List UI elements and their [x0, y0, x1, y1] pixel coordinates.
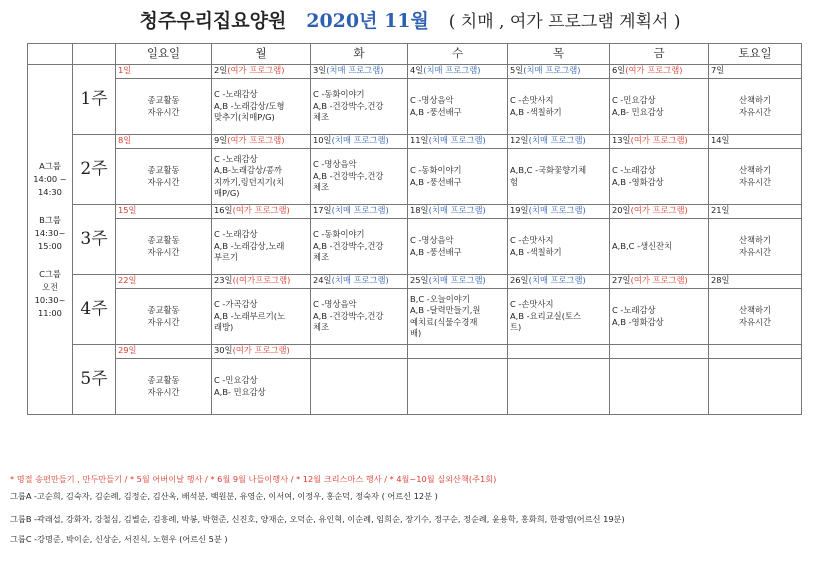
- program-line: 체조: [313, 112, 330, 123]
- program-line: 부르기: [214, 252, 239, 263]
- day-program-cell: [311, 289, 408, 345]
- day-date-cell: [508, 205, 610, 219]
- program-line: C -노래감상: [612, 305, 656, 315]
- day-date-cell: [311, 65, 408, 79]
- day-date-cell: [610, 65, 709, 79]
- day-date-cell: [408, 275, 508, 289]
- program-type: (여가 프로그램): [630, 135, 688, 145]
- group-time-text: 오전: [41, 281, 59, 292]
- saturday-date: 7일: [709, 65, 802, 79]
- week-date-row: [28, 345, 802, 359]
- program-line: C -명상음악: [313, 159, 357, 170]
- program-line: A,B,C -생신잔치: [612, 240, 673, 251]
- program-line: A,B- 민요감상: [214, 386, 266, 397]
- sunday-date: 15일: [116, 205, 212, 219]
- group-time-text: 14:30~: [34, 227, 66, 238]
- saturday-line: 자유시간: [738, 106, 772, 117]
- program-type: (치매 프로그램): [528, 135, 586, 145]
- saturday-line: 자유시간: [738, 246, 772, 257]
- day-program-cell: [212, 359, 311, 415]
- week-content-row: [28, 219, 802, 275]
- week-label: 2주: [73, 135, 116, 205]
- week-date-row: [28, 65, 802, 79]
- program-line: A,B- 민요감상: [612, 106, 664, 117]
- day-date-cell: [508, 275, 610, 289]
- day-program-cell: [610, 289, 709, 345]
- program-type: (여가 프로그램): [227, 135, 285, 145]
- day-number: 13일: [612, 135, 631, 145]
- program-line: A,B -노래부르기(노: [214, 310, 285, 321]
- sunday-date: 8일: [116, 135, 212, 149]
- program-line: C -동화이야기: [410, 165, 462, 175]
- saturday-date: 14일: [709, 135, 802, 149]
- day-number: 16일: [214, 205, 233, 215]
- sunday-activity: [116, 219, 212, 275]
- program-line: A,B -노래감상/도형: [214, 100, 285, 111]
- program-line: 지까기,링던지기(치: [214, 176, 284, 187]
- day-date-cell: [212, 275, 311, 289]
- day-program-cell: [212, 149, 311, 205]
- program-type: (치매 프로그램): [423, 65, 481, 75]
- sunday-line: 종교활동: [147, 305, 180, 315]
- day-date-cell: [408, 345, 508, 359]
- day-program-cell: [508, 289, 610, 345]
- group-time-column: [28, 65, 73, 415]
- saturday-date: 28일: [709, 275, 802, 289]
- program-line: C -민요감상: [612, 95, 656, 105]
- program-line: 래방): [214, 322, 234, 333]
- day-date-cell: [212, 205, 311, 219]
- day-date-cell: [408, 205, 508, 219]
- spacer: [30, 253, 70, 268]
- program-line: C -동화이야기: [313, 229, 365, 240]
- program-line: A,B -영화감상: [612, 316, 664, 327]
- day-date-cell: [311, 205, 408, 219]
- sunday-line: 자유시간: [147, 246, 180, 257]
- program-line: A,B -달력만들기,원: [410, 305, 481, 315]
- day-number: 5일: [510, 65, 524, 75]
- program-type: (여가 프로그램): [232, 345, 290, 355]
- header-blank-week: [73, 44, 116, 65]
- program-type: (치매 프로그램): [428, 135, 486, 145]
- program-type: (치매 프로그램): [331, 135, 389, 145]
- sunday-line: 자유시간: [147, 316, 180, 327]
- program-type: (치매 프로그램): [428, 205, 486, 215]
- day-date-cell: [508, 135, 610, 149]
- day-program-cell: [408, 219, 508, 275]
- day-date-cell: [212, 135, 311, 149]
- day-date-cell: [408, 65, 508, 79]
- day-number: 27일: [612, 275, 631, 285]
- program-line: C -민요감상: [214, 375, 258, 385]
- program-line: C -손맛사지: [510, 235, 554, 245]
- group-time-text: 11:00: [38, 307, 62, 318]
- sunday-line: 자유시간: [147, 176, 180, 187]
- program-line: C -손맛사지: [510, 95, 554, 105]
- day-program-cell: [508, 219, 610, 275]
- day-date-cell: [610, 275, 709, 289]
- week-label: 4주: [73, 275, 116, 345]
- day-number: 19일: [510, 205, 529, 215]
- day-program-cell: [311, 359, 408, 415]
- day-program-cell: [610, 79, 709, 135]
- sunday-activity: [116, 289, 212, 345]
- day-date-cell: [408, 135, 508, 149]
- week-content-row: [28, 359, 802, 415]
- title-period: 2020년 11월: [306, 10, 429, 32]
- sunday-line: 종교활동: [147, 375, 180, 385]
- header-day: 수: [408, 44, 508, 65]
- program-type: (치매 프로그램): [528, 205, 586, 215]
- week-content-row: [28, 149, 802, 205]
- program-line: C -손맛사지: [510, 299, 554, 310]
- week-label: 5주: [73, 345, 116, 415]
- program-line: C -명상음악: [410, 235, 454, 245]
- program-line: C -노래감상: [214, 89, 258, 100]
- saturday-activity: [709, 289, 802, 345]
- day-program-cell: [508, 149, 610, 205]
- sunday-line: 종교활동: [147, 95, 180, 105]
- sunday-line: 자유시간: [147, 106, 180, 117]
- day-date-cell: [610, 135, 709, 149]
- day-program-cell: [311, 79, 408, 135]
- program-line: A,B -색칠하기: [510, 246, 562, 257]
- program-type: ((여가프로그램): [232, 275, 291, 285]
- day-date-cell: [311, 275, 408, 289]
- sunday-date: 29일: [116, 345, 212, 359]
- saturday-activity: [709, 359, 802, 415]
- day-number: 30일: [214, 345, 233, 355]
- saturday-activity: [709, 79, 802, 135]
- program-line: A,B -영화감상: [612, 176, 664, 187]
- day-program-cell: [212, 79, 311, 135]
- program-line: A,B -색칠하기: [510, 106, 562, 117]
- sunday-activity: [116, 149, 212, 205]
- program-line: C -동화이야기: [313, 89, 365, 100]
- header-day: 화: [311, 44, 408, 65]
- day-program-cell: [311, 219, 408, 275]
- day-program-cell: [408, 79, 508, 135]
- day-date-cell: [508, 345, 610, 359]
- week-date-row: [28, 135, 802, 149]
- header-blank: [28, 44, 73, 65]
- day-number: 25일: [410, 275, 429, 285]
- group-time-text: 14:00 ~: [33, 173, 67, 184]
- day-program-cell: [311, 149, 408, 205]
- program-type: (치매 프로그램): [528, 275, 586, 285]
- week-label: 1주: [73, 65, 116, 135]
- day-date-cell: [212, 65, 311, 79]
- day-number: 11일: [410, 135, 429, 145]
- program-line: 트): [510, 322, 522, 333]
- day-number: 9일: [214, 135, 228, 145]
- sunday-line: 자유시간: [147, 386, 180, 397]
- program-line: A,B-노래감상/콩까: [214, 165, 282, 175]
- day-date-cell: [508, 65, 610, 79]
- saturday-activity: [709, 149, 802, 205]
- program-line: B,C -오늘이야기: [410, 293, 470, 304]
- week-date-row: [28, 205, 802, 219]
- program-line: A,B -풍선배구: [410, 246, 462, 257]
- program-line: 체조: [313, 252, 330, 263]
- day-number: 6일: [612, 65, 626, 75]
- day-program-cell: [212, 219, 311, 275]
- day-number: 3일: [313, 65, 327, 75]
- saturday-activity: [709, 219, 802, 275]
- group-a-note: 그룹A -고순희, 김숙자, 김순례, 김정순, 김산옥, 배석분, 백원분, 유영순, 이서여, 이정우, 홍순덕, 정숙자 ( 어르신 12분 ): [10, 491, 438, 501]
- day-number: 4일: [410, 65, 424, 75]
- day-program-cell: [408, 359, 508, 415]
- sunday-date: 22일: [116, 275, 212, 289]
- program-type: (치매 프로그램): [428, 275, 486, 285]
- program-line: A,B -건강박수,건강: [313, 240, 384, 251]
- program-line: A,B -풍선배구: [410, 176, 462, 187]
- program-line: C -명상음악: [410, 95, 454, 105]
- program-line: A,B -건강박수,건강: [313, 310, 384, 321]
- week-content-row: [28, 79, 802, 135]
- program-type: (여가 프로그램): [227, 65, 285, 75]
- day-number: 17일: [313, 205, 332, 215]
- program-line: C -명상음악: [313, 299, 357, 310]
- group-b-note: 그룹B -곽래섭, 강화자, 강철심, 김별순, 김흥례, 박봉, 박현준, 신진호, 양재순, 오덕순, 유인혁, 이순례, 임희순, 장기수, 정구순, 정순례, 윤용학, 홍화희, 한광염(어르신 19분): [10, 514, 625, 524]
- program-line: C -노래감상: [612, 165, 656, 175]
- week-label: 3주: [73, 205, 116, 275]
- program-type: (여가 프로그램): [625, 65, 683, 75]
- day-number: 18일: [410, 205, 429, 215]
- day-date-cell: [212, 345, 311, 359]
- day-number: 20일: [612, 205, 631, 215]
- program-type: (치매 프로그램): [523, 65, 581, 75]
- saturday-line: 자유시간: [738, 316, 772, 327]
- program-line: A,B -요리교실(토스: [510, 310, 581, 321]
- day-program-cell: [408, 149, 508, 205]
- program-line: A,B -노래감상,노래: [214, 240, 285, 251]
- program-type: (치매 프로그램): [331, 275, 389, 285]
- header-day: 금: [610, 44, 709, 65]
- program-type: (여가 프로그램): [232, 205, 290, 215]
- day-number: 26일: [510, 275, 529, 285]
- day-program-cell: [610, 219, 709, 275]
- saturday-line: 산책하기: [738, 305, 772, 315]
- page-title: [0, 6, 820, 33]
- group-c-note: 그룹C -강명준, 박이순, 신상순, 서진식, 노현우 (어르신 5분 ): [10, 534, 228, 544]
- program-type: (여가 프로그램): [630, 275, 688, 285]
- sunday-line: 종교활동: [147, 165, 180, 175]
- program-line: 예치료(식물수경재: [410, 316, 478, 327]
- day-program-cell: [610, 359, 709, 415]
- group-time-text: 14:30: [38, 186, 62, 197]
- sunday-line: 종교활동: [147, 235, 180, 245]
- header-row: [28, 44, 802, 65]
- sunday-activity: [116, 359, 212, 415]
- day-date-cell: [610, 345, 709, 359]
- program-line: C -노래감상: [214, 153, 258, 164]
- saturday-line: 산책하기: [738, 235, 772, 245]
- saturday-date: [709, 345, 802, 359]
- day-number: 24일: [313, 275, 332, 285]
- day-date-cell: [311, 345, 408, 359]
- title-main: 청주우리집요양원: [139, 10, 287, 32]
- program-line: 배): [410, 328, 422, 338]
- title-sub: ( 치매 , 여가 프로그램 계획서 ): [448, 12, 681, 32]
- day-program-cell: [508, 79, 610, 135]
- group-time-text: B그룹: [39, 214, 61, 225]
- program-line: A,B -건강박수,건강: [313, 170, 384, 181]
- schedule-table: [27, 43, 802, 415]
- saturday-line: 산책하기: [738, 165, 772, 175]
- day-date-cell: [610, 205, 709, 219]
- header-day: 토요일: [709, 44, 802, 65]
- program-line: A,B,C -국화꽃향기체: [510, 165, 587, 175]
- day-number: 2일: [214, 65, 228, 75]
- group-time-text: C그룹: [39, 268, 61, 279]
- saturday-date: 21일: [709, 205, 802, 219]
- program-line: 체조: [313, 322, 330, 333]
- saturday-line: 자유시간: [738, 176, 772, 187]
- program-line: C -가곡감상: [214, 299, 258, 310]
- program-type: (치매 프로그램): [326, 65, 384, 75]
- program-type: (치매 프로그램): [331, 205, 389, 215]
- program-line: C -노래감상: [214, 229, 258, 240]
- program-line: 험: [510, 176, 519, 187]
- header-day: 일요일: [116, 44, 212, 65]
- program-line: 체조: [313, 182, 330, 193]
- group-time-text: A그룹: [39, 160, 61, 171]
- group-time-text: 10:30~: [34, 294, 66, 305]
- day-program-cell: [408, 289, 508, 345]
- saturday-line: 산책하기: [738, 95, 772, 105]
- program-line: 매P/G): [214, 188, 240, 198]
- week-date-row: [28, 275, 802, 289]
- day-program-cell: [610, 149, 709, 205]
- day-program-cell: [508, 359, 610, 415]
- day-number: 23일: [214, 275, 233, 285]
- group-time-text: 15:00: [38, 240, 62, 251]
- day-date-cell: [311, 135, 408, 149]
- sunday-activity: [116, 79, 212, 135]
- header-day: 월: [212, 44, 311, 65]
- program-line: A,B -풍선배구: [410, 106, 462, 117]
- day-number: 12일: [510, 135, 529, 145]
- header-day: 목: [508, 44, 610, 65]
- sunday-date: 1일: [116, 65, 212, 79]
- day-program-cell: [212, 289, 311, 345]
- program-type: (여가 프로그램): [630, 205, 688, 215]
- program-line: 맞추기(치매P/G): [214, 112, 275, 123]
- spacer: [30, 199, 70, 214]
- week-content-row: [28, 289, 802, 345]
- program-line: A,B -건강박수,건강: [313, 100, 384, 111]
- day-number: 10일: [313, 135, 332, 145]
- events-note: * 명절 송편만들기 , 만두만들기 / * 5월 어버이날 행사 / * 6월 9월 나들이행사 / * 12월 크리스마스 행사 / * 4월~10월 실외산책(주1회): [10, 474, 497, 484]
